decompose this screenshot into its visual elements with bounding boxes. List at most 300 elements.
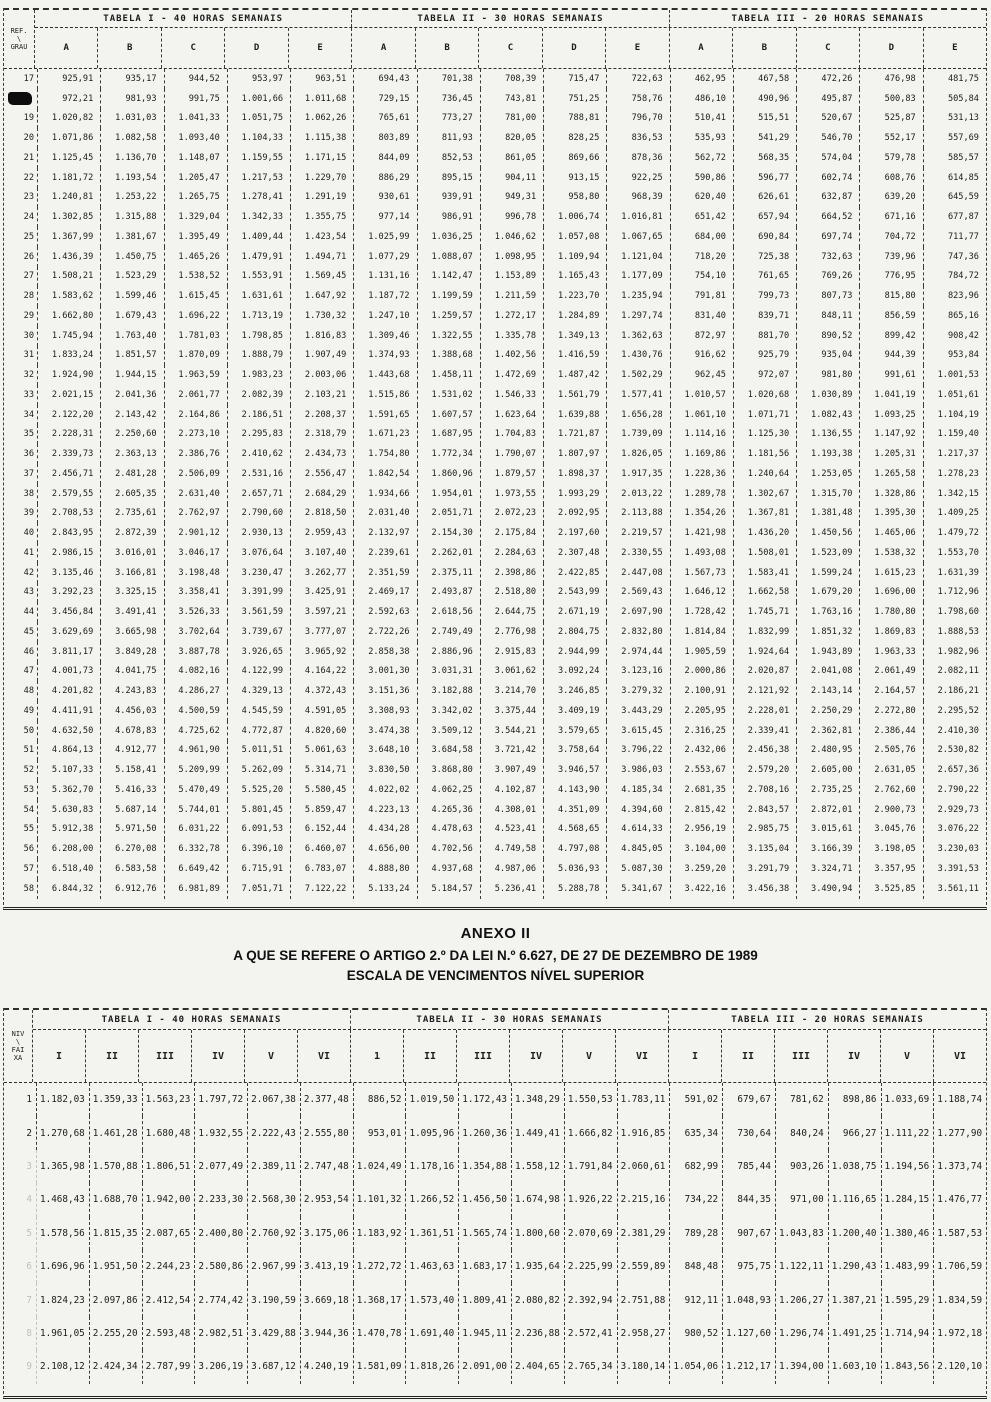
table-cell: 4.240,19 xyxy=(301,1350,354,1383)
table-cell: 7.051,71 xyxy=(228,879,291,899)
table-cell: 3.198,05 xyxy=(860,839,923,859)
table-cell: 5.107,33 xyxy=(38,760,101,780)
table-cell: 840,24 xyxy=(776,1116,829,1149)
table-cell: 754,10 xyxy=(671,267,734,287)
table-cell: 1.706,59 xyxy=(937,1261,983,1273)
table-cell: 2.339,41 xyxy=(734,721,797,741)
table-cell: 2.735,25 xyxy=(797,780,860,800)
row-label: 3 xyxy=(4,1150,37,1183)
table-cell: 2.122,20 xyxy=(38,405,101,425)
table-cell: 1.169,86 xyxy=(671,444,734,464)
table-cell: 2.225,99 xyxy=(565,1250,618,1283)
table-cell: 614,85 xyxy=(947,172,979,183)
table-cell: 2.762,97 xyxy=(165,504,228,524)
table-cell: 2.041,36 xyxy=(101,385,164,405)
table-cell: 3.849,28 xyxy=(101,642,164,662)
table-cell: 1.963,59 xyxy=(165,365,228,385)
table-cell: 4.888,80 xyxy=(354,859,417,879)
table-cell: 1.284,89 xyxy=(544,306,607,326)
table-cell: 2.553,67 xyxy=(671,760,734,780)
row-label: 29 xyxy=(4,306,38,326)
table-row-52 xyxy=(4,760,986,780)
row-label: 41 xyxy=(4,543,38,563)
table-cell: 1.623,64 xyxy=(481,405,544,425)
table-cell: 1.599,46 xyxy=(101,286,164,306)
table-cell: 2.555,80 xyxy=(301,1116,354,1149)
table-cell: 3.986,03 xyxy=(607,760,670,780)
table-cell: 4.434,28 xyxy=(354,820,417,840)
table-cell: 2.375,11 xyxy=(418,563,481,583)
table-cell: 1.297,74 xyxy=(607,306,670,326)
table-cell: 2.579,20 xyxy=(734,760,797,780)
table-cell: 1.033,69 xyxy=(882,1083,935,1116)
table-cell: 925,91 xyxy=(38,69,101,89)
table-cell: 711,77 xyxy=(947,231,979,242)
table-cell: 751,25 xyxy=(544,89,607,109)
table-cell: 1.153,89 xyxy=(481,267,544,287)
table-cell: 944,39 xyxy=(860,346,923,366)
table-cell: 1.328,86 xyxy=(860,484,923,504)
table-cell: 1.001,53 xyxy=(937,370,979,381)
table-cell: 2.080,82 xyxy=(512,1283,565,1316)
row-label: 44 xyxy=(4,602,38,622)
column-header-g2-C: C xyxy=(479,28,542,68)
table-cell: 5.801,45 xyxy=(228,800,291,820)
table-cell: 848,11 xyxy=(797,306,860,326)
table-cell: 1.546,33 xyxy=(481,385,544,405)
table-cell: 3.076,64 xyxy=(228,543,291,563)
table-header xyxy=(4,10,986,69)
table-cell: 2.239,61 xyxy=(354,543,417,563)
table-cell: 2.228,31 xyxy=(38,425,101,445)
table-cell: 6.844,32 xyxy=(38,879,101,899)
table-cell: 2.592,63 xyxy=(354,602,417,622)
row-label: 9 xyxy=(4,1350,37,1383)
table-row-55 xyxy=(4,820,986,840)
table-cell: 1.054,06 xyxy=(670,1350,723,1383)
row-label: 35 xyxy=(4,425,38,445)
table-cell: 1.362,63 xyxy=(607,326,670,346)
table-cell: 1.577,41 xyxy=(607,385,670,405)
table-cell: 1.309,46 xyxy=(354,326,417,346)
table-cell: 1.696,00 xyxy=(860,583,923,603)
table-cell: 3.868,80 xyxy=(418,760,481,780)
table-cell: 4.702,56 xyxy=(418,839,481,859)
table-cell: 3.045,76 xyxy=(860,820,923,840)
table-cell: 881,70 xyxy=(734,326,797,346)
table-cell: 2.456,71 xyxy=(38,464,101,484)
table-cell: 1.924,90 xyxy=(38,365,101,385)
table-cell: 962,45 xyxy=(671,365,734,385)
table-cell: 1.329,04 xyxy=(165,207,228,227)
table-cell: 574,04 xyxy=(797,148,860,168)
row-axis-label-line: XA xyxy=(13,1054,23,1062)
table-cell: 3.965,92 xyxy=(291,642,354,662)
table-cell: 1.583,41 xyxy=(734,563,797,583)
table-cell: 682,99 xyxy=(670,1150,723,1183)
table-cell: 963,51 xyxy=(291,69,354,89)
table-cell: 2.067,38 xyxy=(248,1083,301,1116)
table-cell: 1.573,40 xyxy=(406,1283,459,1316)
table-cell: 796,70 xyxy=(607,109,670,129)
table-cell: 1.121,04 xyxy=(607,247,670,267)
table-cell: 2.843,57 xyxy=(734,800,797,820)
table-cell: 2.985,75 xyxy=(734,820,797,840)
table-cell: 4.845,05 xyxy=(607,839,670,859)
table-cell: 1.449,41 xyxy=(512,1116,565,1149)
table-cell: 2.556,47 xyxy=(291,464,354,484)
table-cell: 3.758,64 xyxy=(544,741,607,761)
table-cell: 5.236,41 xyxy=(481,879,544,899)
column-header-g2-B: B xyxy=(416,28,479,68)
table-cell: 1.905,59 xyxy=(671,642,734,662)
table-cell: 975,75 xyxy=(723,1250,776,1283)
table-cell: 3.230,03 xyxy=(937,844,979,855)
table-cell: 1.961,05 xyxy=(37,1317,90,1350)
table-cell: 2.900,73 xyxy=(860,800,923,820)
table-cell: 925,79 xyxy=(734,346,797,366)
table-cell: 1.993,29 xyxy=(544,484,607,504)
table-cell: 3.629,69 xyxy=(38,622,101,642)
table-cell: 2.982,51 xyxy=(195,1317,248,1350)
row-label: 22 xyxy=(4,168,38,188)
table-cell: 2.255,20 xyxy=(90,1317,143,1350)
table-row-19 xyxy=(4,109,986,129)
table-cell: 568,35 xyxy=(734,148,797,168)
table-cell: 1.523,29 xyxy=(101,267,164,287)
table-cell: 2.013,22 xyxy=(607,484,670,504)
column-header-g3-VI: VI xyxy=(953,1050,967,1062)
table-cell: 1.739,09 xyxy=(607,425,670,445)
table-cell: 531,13 xyxy=(947,113,979,124)
table-cell: 6.152,44 xyxy=(291,820,354,840)
table-cell: 1.062,26 xyxy=(291,109,354,129)
table-cell: 1.772,34 xyxy=(418,444,481,464)
table-cell: 781,62 xyxy=(776,1083,829,1116)
table-cell: 3.151,36 xyxy=(354,681,417,701)
table-cell: 1.550,53 xyxy=(565,1083,618,1116)
table-cell: 6.583,58 xyxy=(101,859,164,879)
table-header xyxy=(4,1010,986,1083)
row-axis-label-line: FAI xyxy=(11,1046,25,1054)
row-label: 5 xyxy=(4,1217,37,1250)
table-cell: 1.745,71 xyxy=(734,602,797,622)
table-cell: 3.561,59 xyxy=(228,602,291,622)
table-cell: 1.093,25 xyxy=(860,405,923,425)
table-cell: 520,67 xyxy=(797,109,860,129)
table-cell: 3.615,45 xyxy=(607,721,670,741)
table-cell: 1.349,13 xyxy=(544,326,607,346)
table-cell: 2.708,16 xyxy=(734,780,797,800)
table-cell: 2.697,90 xyxy=(607,602,670,622)
table-cell: 2.072,23 xyxy=(481,504,544,524)
row-label: 48 xyxy=(4,681,38,701)
table-row-36 xyxy=(4,444,986,464)
table-cell: 953,84 xyxy=(947,350,979,361)
table-cell: 2.113,88 xyxy=(607,504,670,524)
table-cell: 1.656,28 xyxy=(607,405,670,425)
column-header-g1-I: I xyxy=(33,1030,86,1082)
table-cell: 1.354,26 xyxy=(671,504,734,524)
table-cell: 1.095,96 xyxy=(406,1116,459,1149)
table-cell: 1.253,05 xyxy=(797,464,860,484)
table-cell: 2.456,38 xyxy=(734,741,797,761)
table-cell: 3.031,31 xyxy=(418,662,481,682)
row-label: 24 xyxy=(4,207,38,227)
row-axis-label xyxy=(4,1010,33,1082)
table-cell: 958,80 xyxy=(544,188,607,208)
table-cell: 2.967,99 xyxy=(248,1250,301,1283)
group-title-2: TABELA II - 30 HORAS SEMANAIS xyxy=(351,1010,669,1029)
table-cell: 991,61 xyxy=(860,365,923,385)
table-cell: 3.721,42 xyxy=(481,741,544,761)
table-cell: 1.712,96 xyxy=(937,587,979,598)
table-cell: 2.481,28 xyxy=(101,464,164,484)
table-row-50 xyxy=(4,721,986,741)
table-cell: 972,07 xyxy=(734,365,797,385)
table-cell: 1.194,56 xyxy=(882,1150,935,1183)
table-cell: 912,11 xyxy=(670,1283,723,1316)
table-row-24 xyxy=(4,207,986,227)
table-cell: 1.728,42 xyxy=(671,602,734,622)
table-cell: 6.031,22 xyxy=(165,820,228,840)
table-cell: 2.097,86 xyxy=(90,1283,143,1316)
table-cell: 3.525,85 xyxy=(860,879,923,899)
table-cell: 1.809,41 xyxy=(459,1283,512,1316)
table-cell: 1.578,56 xyxy=(37,1217,90,1250)
row-label: 47 xyxy=(4,662,38,682)
table-cell: 1.797,72 xyxy=(195,1083,248,1116)
table-cell: 1.935,64 xyxy=(512,1250,565,1283)
table-cell: 3.259,20 xyxy=(671,859,734,879)
group-title-3: TABELA III - 20 HORAS SEMANAIS xyxy=(731,14,925,24)
group-titles-row xyxy=(33,1010,986,1030)
table-cell: 2.915,83 xyxy=(481,642,544,662)
table-cell: 1.843,56 xyxy=(882,1350,935,1383)
table-cell: 3.001,30 xyxy=(354,662,417,682)
table-cell: 922,25 xyxy=(607,168,670,188)
table-cell: 935,17 xyxy=(101,69,164,89)
table-cell: 2.120,10 xyxy=(937,1361,983,1373)
table-cell: 1.696,96 xyxy=(37,1250,90,1283)
table-cell: 5.011,51 xyxy=(228,741,291,761)
table-cell: 3.491,41 xyxy=(101,602,164,622)
table-cell: 1.020,82 xyxy=(38,109,101,129)
table-cell: 1.450,75 xyxy=(101,247,164,267)
table-cell: 2.103,21 xyxy=(291,385,354,405)
table-cell: 1.046,62 xyxy=(481,227,544,247)
table-cell: 2.815,42 xyxy=(671,800,734,820)
table-cell: 2.751,88 xyxy=(618,1283,671,1316)
table-cell: 3.324,71 xyxy=(797,859,860,879)
table-cell: 1.217,37 xyxy=(937,449,979,460)
table-row-37 xyxy=(4,464,986,484)
table-cell: 1.278,41 xyxy=(228,188,291,208)
table-cell: 1.159,40 xyxy=(937,429,979,440)
table-cell: 5.744,01 xyxy=(165,800,228,820)
table-cell: 1.851,57 xyxy=(101,346,164,366)
table-cell: 1.538,52 xyxy=(165,267,228,287)
table-cell: 708,39 xyxy=(481,69,544,89)
table-cell: 585,57 xyxy=(947,152,979,163)
group-title-1: TABELA I - 40 HORAS SEMANAIS xyxy=(35,10,352,27)
table-cell: 6.460,07 xyxy=(291,839,354,859)
table-cell: 986,91 xyxy=(418,207,481,227)
column-header-g1-VI: VI xyxy=(298,1030,351,1082)
row-label: 45 xyxy=(4,622,38,642)
table-cell: 1.199,59 xyxy=(418,286,481,306)
table-cell: 4.961,90 xyxy=(165,741,228,761)
table-cell: 2.000,86 xyxy=(671,662,734,682)
table-cell: 2.572,41 xyxy=(565,1317,618,1350)
table-cell: 872,97 xyxy=(671,326,734,346)
table-cell: 1.851,32 xyxy=(797,622,860,642)
table-cell: 722,63 xyxy=(607,69,670,89)
table-cell: 2.262,01 xyxy=(418,543,481,563)
table-cell: 3.104,00 xyxy=(671,839,734,859)
table-cell: 1.493,08 xyxy=(671,543,734,563)
table-cell: 1.057,08 xyxy=(544,227,607,247)
table-cell: 2.092,95 xyxy=(544,504,607,524)
row-label: 49 xyxy=(4,701,38,721)
column-header-g2-V: V xyxy=(563,1030,616,1082)
table-cell: 2.631,05 xyxy=(860,760,923,780)
salary-table-nivel-superior xyxy=(3,1008,987,1399)
table-cell: 4.329,13 xyxy=(228,681,291,701)
table-cell: 886,29 xyxy=(354,168,417,188)
table-cell: 1.253,22 xyxy=(101,188,164,208)
table-cell: 3.509,12 xyxy=(418,721,481,741)
table-cell: 1.688,70 xyxy=(90,1183,143,1216)
table-cell: 1.834,59 xyxy=(937,1294,983,1306)
table-cell: 462,95 xyxy=(671,69,734,89)
table-cell: 1.211,59 xyxy=(481,286,544,306)
ink-blot xyxy=(8,92,32,105)
table-cell: 632,87 xyxy=(797,188,860,208)
table-cell: 679,67 xyxy=(723,1083,776,1116)
table-cell: 1.479,91 xyxy=(228,247,291,267)
table-cell: 1.041,19 xyxy=(860,385,923,405)
table-cell: 2.330,55 xyxy=(607,543,670,563)
table-cell: 2.087,65 xyxy=(143,1217,196,1250)
column-header-g3-B: B xyxy=(733,28,796,68)
column-header-g1-III: III xyxy=(139,1030,192,1082)
table-cell: 1.051,61 xyxy=(937,389,979,400)
table-cell: 1.671,23 xyxy=(354,425,417,445)
column-header-g1-II: II xyxy=(86,1030,139,1082)
table-cell: 5.341,67 xyxy=(607,879,670,899)
table-cell: 2.657,36 xyxy=(937,765,979,776)
table-row-41 xyxy=(4,543,986,563)
table-cell: 1.127,60 xyxy=(723,1317,776,1350)
table-cell: 2.569,43 xyxy=(607,583,670,603)
table-cell: 3.425,91 xyxy=(291,583,354,603)
table-cell: 856,59 xyxy=(860,306,923,326)
table-cell: 4.394,60 xyxy=(607,800,670,820)
table-cell: 1.973,55 xyxy=(481,484,544,504)
table-cell: 1.615,45 xyxy=(165,286,228,306)
table-cell: 1.030,89 xyxy=(797,385,860,405)
table-cell: 3.669,18 xyxy=(301,1283,354,1316)
row-label: 37 xyxy=(4,464,38,484)
table-cell: 2.060,61 xyxy=(618,1150,671,1183)
table-cell: 1.483,99 xyxy=(882,1250,935,1283)
table-cell: 546,70 xyxy=(797,128,860,148)
table-cell: 6.270,08 xyxy=(101,839,164,859)
table-row-38 xyxy=(4,484,986,504)
table-cell: 788,81 xyxy=(544,109,607,129)
table-cell: 4.062,25 xyxy=(418,780,481,800)
table-cell: 2.318,79 xyxy=(291,425,354,445)
table-cell: 2.197,60 xyxy=(544,523,607,543)
table-cell: 6.332,78 xyxy=(165,839,228,859)
table-cell: 1.721,87 xyxy=(544,425,607,445)
table-cell: 2.657,71 xyxy=(228,484,291,504)
table-cell: 869,66 xyxy=(544,148,607,168)
table-cell: 1.745,94 xyxy=(38,326,101,346)
table-cell: 1.159,55 xyxy=(228,148,291,168)
table-cell: 3.123,16 xyxy=(607,662,670,682)
row-axis-label-line: REF. xyxy=(10,27,28,35)
table-cell: 3.579,65 xyxy=(544,721,607,741)
table-cell: 2.493,87 xyxy=(418,583,481,603)
table-cell: 1.381,67 xyxy=(101,227,164,247)
table-cell: 1.061,10 xyxy=(671,405,734,425)
table-cell: 2.143,14 xyxy=(797,681,860,701)
table-cell: 2.671,19 xyxy=(544,602,607,622)
row-label: 27 xyxy=(4,267,38,287)
table-cell: 1.662,80 xyxy=(38,306,101,326)
row-label: 30 xyxy=(4,326,38,346)
table-cell: 1.212,17 xyxy=(723,1350,776,1383)
table-cell: 1.302,85 xyxy=(38,207,101,227)
row-label: 34 xyxy=(4,405,38,425)
table-cell: 1.019,50 xyxy=(406,1083,459,1116)
table-cell: 1.879,57 xyxy=(481,464,544,484)
table-cell: 1.077,29 xyxy=(354,247,417,267)
table-cell: 1.679,20 xyxy=(797,583,860,603)
table-cell: 861,05 xyxy=(481,148,544,168)
row-label: 54 xyxy=(4,800,38,820)
table-cell: 486,10 xyxy=(671,89,734,109)
table-row-33 xyxy=(4,385,986,405)
table-cell: 6.715,91 xyxy=(228,859,291,879)
table-cell: 1.581,09 xyxy=(354,1350,407,1383)
column-header-g1-C: C xyxy=(162,28,225,68)
row-label: 38 xyxy=(4,484,38,504)
table-cell: 972,21 xyxy=(38,89,101,109)
column-header-g3-I: I xyxy=(669,1030,722,1082)
table-cell: 4.912,77 xyxy=(101,741,164,761)
table-cell: 1.181,56 xyxy=(734,444,797,464)
table-cell: 1.595,29 xyxy=(882,1283,935,1316)
table-cell: 1.101,32 xyxy=(354,1183,407,1216)
table-cell: 3.175,06 xyxy=(301,1217,354,1250)
table-cell: 1.296,74 xyxy=(776,1317,829,1350)
table-cell: 1.583,62 xyxy=(38,286,101,306)
table-cell: 2.684,29 xyxy=(291,484,354,504)
table-cell: 1.463,63 xyxy=(406,1250,459,1283)
table-cell: 535,93 xyxy=(671,128,734,148)
table-cell: 1.359,33 xyxy=(90,1083,143,1116)
table-cell: 5.630,83 xyxy=(38,800,101,820)
row-label: 43 xyxy=(4,583,38,603)
row-label: 46 xyxy=(4,642,38,662)
table-cell: 1.290,43 xyxy=(829,1250,882,1283)
table-cell: 1.798,60 xyxy=(937,607,979,618)
table-cell: 1.639,88 xyxy=(544,405,607,425)
table-cell: 953,97 xyxy=(228,69,291,89)
